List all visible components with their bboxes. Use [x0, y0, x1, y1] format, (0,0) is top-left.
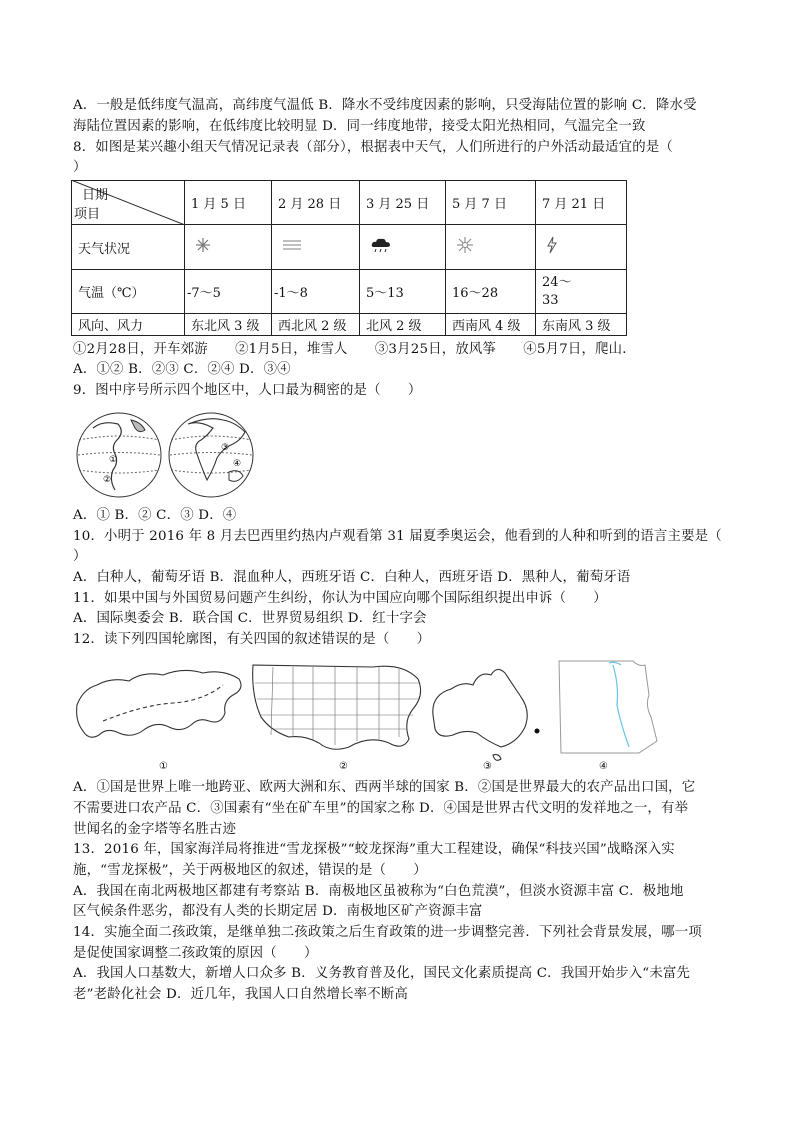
q13-option-line-1: A．我国在南北两极地区都建有考察站 B．南极地区虽被称为“白色荒漠”，但淡水资源丰富 C．极地地	[73, 884, 684, 899]
row-label: 风向、风力	[72, 314, 185, 336]
hemisphere-label: ②	[103, 475, 112, 485]
header-date-label: 日期	[82, 188, 109, 203]
temperature-cell: -7～5	[185, 270, 272, 314]
weather-cell	[360, 225, 446, 270]
wind-cell: 北风 2 级	[360, 314, 446, 336]
hemisphere-label: ④	[233, 459, 242, 469]
q10-stem: 10．小明于 2016 年 8 月去巴西里约热内卢观看第 31 届夏季奥运会，他看到的人种和听到的语言主要是（	[73, 529, 722, 544]
hemisphere-label: ①	[109, 455, 118, 465]
q8-choices: ①2月28日，开车郊游 ②1月5日，堆雪人 ③3月25日，放风筝 ④5月7日，爬山．	[73, 342, 636, 357]
q14-stem-line-1: 14．实施全面二孩政策，是继单独二孩政策之后生育政策的进一步调整完善．下列社会背景发展，哪一项	[73, 925, 703, 940]
date-cell: 5 月 7 日	[446, 181, 536, 225]
russia-outline	[77, 670, 241, 737]
rain-cloud-icon	[370, 237, 392, 253]
q12-option-line-1: A．①国是世界上唯一地跨亚、欧两大洲和东、西两半球的国家 B．②国是世界最大的农产品出口国，它	[73, 780, 696, 795]
temperature-cell: 5～13	[360, 270, 446, 314]
weather-cell	[536, 225, 627, 270]
row-label: 气温（℃）	[72, 270, 185, 314]
world-hemispheres-map	[73, 410, 258, 500]
q7-option-line-1: A．一般是低纬度气温高，高纬度气温低 B．降水不受纬度因素的影响，只受海陆位置的影响 C．降水受	[73, 98, 697, 113]
q13-option-line-2: 区气候条件恶劣，都没有人类的长期定居 D．南极地区矿产资源丰富	[73, 904, 483, 919]
q11-stem: 11．如果中国与外国贸易问题产生纠纷，你认为中国应向哪个国际组织提出申诉（ ）	[73, 591, 607, 606]
nile-river	[613, 665, 629, 747]
country-label: ③	[483, 761, 492, 772]
row-label: 天气状况	[72, 225, 185, 270]
city-dot	[535, 729, 540, 734]
hemisphere-label: ③	[221, 443, 230, 453]
wind-cell: 东北风 3 级	[185, 314, 272, 336]
country-label: ①	[159, 761, 168, 772]
q8-stem: 8．如图是某兴趣小组天气情况记录表（部分），根据表中天气，人们所进行的户外活动最适宜的是（	[73, 140, 674, 155]
weather-cell	[185, 225, 272, 270]
q11-answers: A．国际奥委会 B．联合国 C．世界贸易组织 D．红十字会	[73, 611, 427, 626]
q8-stem-paren: ）	[73, 160, 87, 175]
q12-option-line-3: 世闻名的金字塔等名胜古迹	[73, 822, 237, 837]
weather-cell	[272, 225, 360, 270]
thunder-icon	[546, 236, 558, 254]
q14-option-line-1: A．我国人口基数大，新增人口众多 B．义务教育普及化，国民文化素质提高 C．我国开始步入“未富先	[73, 966, 691, 981]
weather-row	[72, 225, 627, 270]
snow-icon	[456, 236, 474, 254]
date-cell: 3 月 25 日	[360, 181, 446, 225]
date-cell: 7 月 21 日	[536, 181, 627, 225]
weather-cell	[446, 225, 536, 270]
q9-answers: A．① B．② C．③ D．④	[73, 508, 237, 523]
egypt-outline	[559, 661, 657, 753]
date-cell: 1 月 5 日	[185, 181, 272, 225]
australia-outline	[433, 669, 527, 747]
temperature-cell: 16～28	[446, 270, 536, 314]
q7-option-line-2: 海陆位置因素的影响，在低纬度比较明显 D．同一纬度地带，接受太阳光热相同，气温完全一致	[73, 119, 646, 134]
q13-stem-line-2: 施，“雪龙探极”，关于两极地区的叙述，错误的是（ ）	[73, 863, 427, 878]
temperature-cell: 24～ 33	[536, 270, 627, 314]
snow-icon	[195, 237, 211, 253]
temperature-row	[72, 270, 627, 314]
four-country-outlines	[73, 655, 663, 773]
q9-stem: 9．图中序号所示四个地区中，人口最为稠密的是（ ）	[73, 383, 422, 398]
fog-icon	[282, 239, 302, 251]
wind-cell: 西北风 2 级	[272, 314, 360, 336]
country-label: ②	[339, 761, 348, 772]
q12-stem: 12．读下列四国轮廓图，有关四国的叙述错误的是（ ）	[73, 632, 431, 647]
q10-stem-paren: ）	[73, 549, 87, 564]
temperature-cell: -1～8	[272, 270, 360, 314]
q14-option-line-2: 老”老龄化社会 D．近几年，我国人口自然增长率不断高	[73, 987, 409, 1002]
q12-option-line-2: 不需要进口农产品 C．③国素有“坐在矿车里”的国家之称 D．④国是世界古代文明的发祥地之一，有举	[73, 801, 689, 816]
q13-stem-line-1: 13．2016 年，国家海洋局将推进“雪龙探极”“蛟龙探海”重大工程建设，确保“科技兴国”战略深入实	[73, 842, 675, 857]
usa-outline	[253, 665, 421, 749]
wind-cell: 东南风 3 级	[536, 314, 627, 336]
q14-stem-line-2: 是促使国家调整二孩政策的原因（ ）	[73, 946, 318, 961]
q10-answers: A．白种人，葡萄牙语 B．混血种人，西班牙语 C．白种人，西班牙语 D．黑种人，葡萄牙语	[73, 570, 631, 585]
header-diagonal-line	[71, 180, 185, 225]
q8-answers: A．①② B．②③ C．②④ D．③④	[73, 362, 291, 377]
header-item-label: 项目	[74, 207, 101, 222]
date-cell: 2 月 28 日	[272, 181, 360, 225]
country-label: ④	[599, 761, 608, 772]
wind-row	[72, 314, 627, 336]
wind-cell: 西南风 4 级	[446, 314, 536, 336]
